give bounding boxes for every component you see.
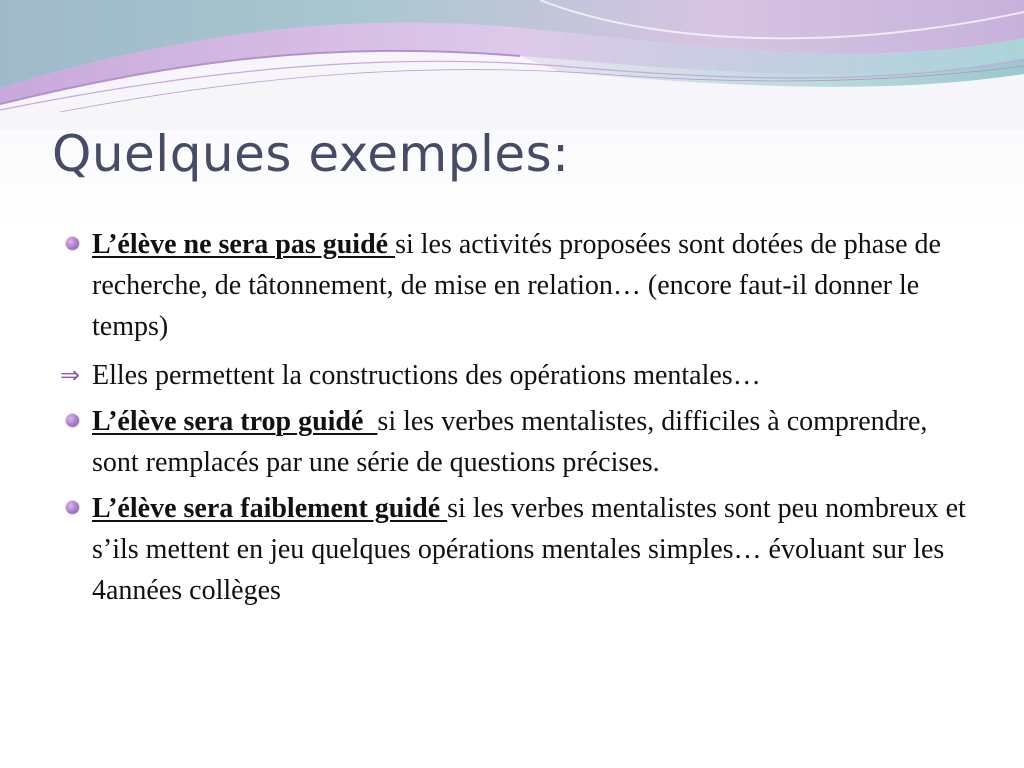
bullet-body-text: si les verbes mentalistes, difficiles à comprendre, sont remplacés par une série de questions précises.: [92, 406, 935, 478]
slide-title: Quelques exemples:: [52, 125, 570, 183]
dot-bullet-icon: [66, 237, 79, 250]
bullet-list: [60, 224, 980, 616]
implication-item: [60, 355, 980, 396]
implication-text: Elles permettent la constructions des opérations mentales…: [92, 360, 761, 391]
bullet-item: [60, 401, 980, 483]
bullet-body-text: si les activités proposées sont dotées de phase de recherche, de tâtonnement, de mise en relation… (encore faut-il donner le temps): [92, 229, 948, 342]
bullet-body-text: si les verbes mentalistes sont peu nombreux et s’ils mettent en jeu quelques opérations mentales simples… évoluant sur les 4années collèges: [92, 493, 973, 606]
implies-arrow-icon: ⇒: [60, 361, 81, 389]
bullet-item: [60, 224, 980, 347]
bullet-lead-text: L’élève sera faiblement guidé: [92, 493, 448, 524]
bullet-lead-text: L’élève ne sera pas guidé: [92, 229, 396, 260]
bullet-item: [60, 488, 980, 611]
header-wave-decoration: [0, 0, 1024, 130]
bullet-lead-text: L’élève sera trop guidé: [92, 406, 378, 437]
dot-bullet-icon: [66, 501, 79, 514]
dot-bullet-icon: [66, 414, 79, 427]
